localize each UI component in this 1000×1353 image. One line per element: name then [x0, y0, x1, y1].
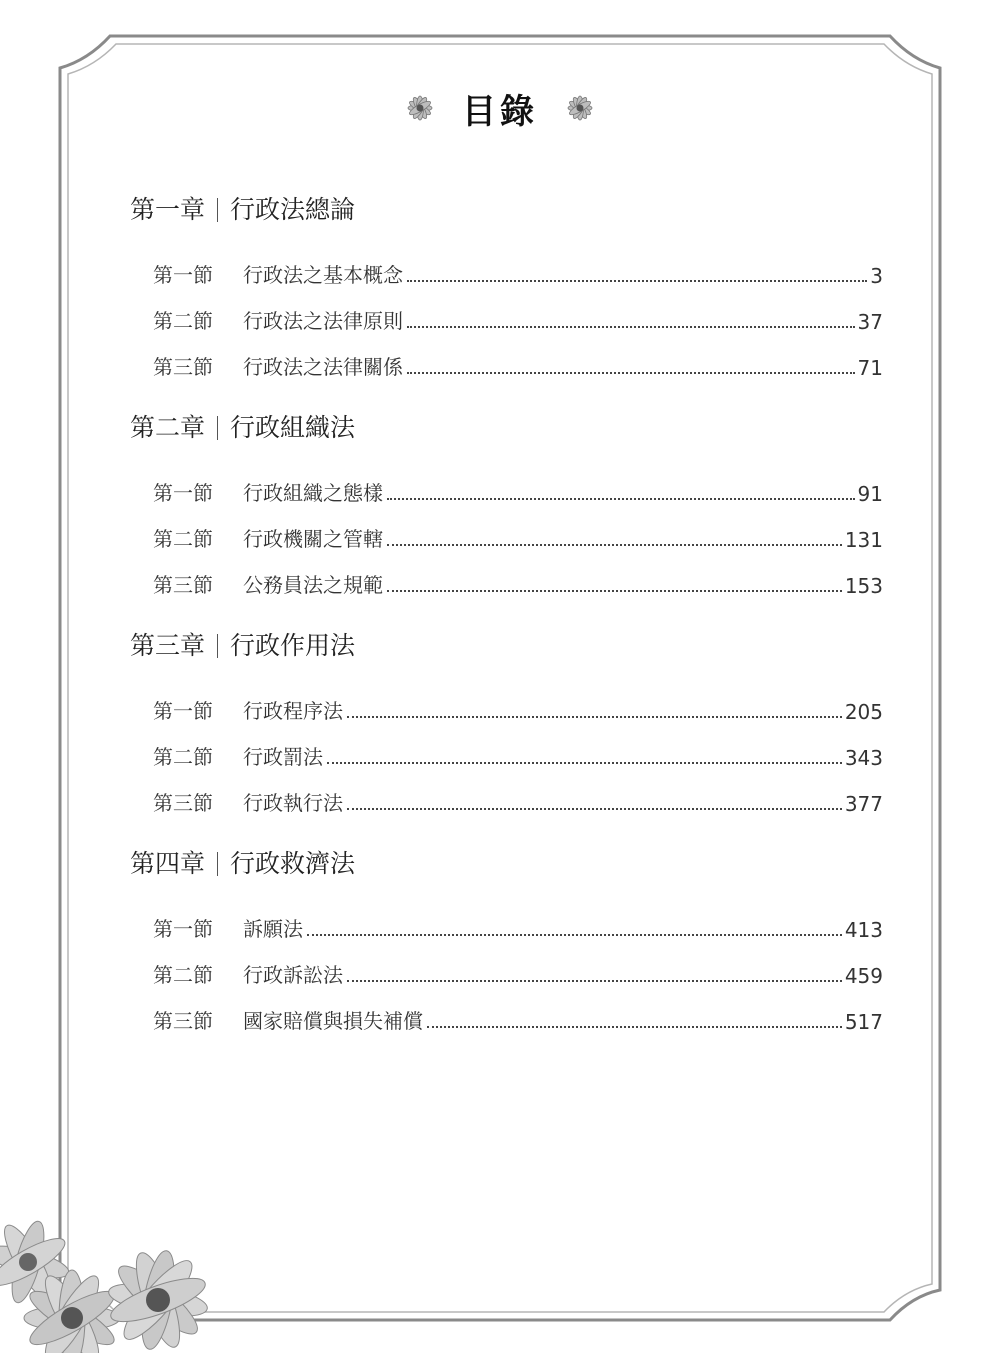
dot-leader — [327, 761, 842, 764]
toc-entry[interactable] — [130, 988, 883, 1034]
dot-leader — [407, 371, 855, 374]
page-number: 71 — [857, 356, 883, 380]
chapter-name: 行政組織法 — [230, 413, 356, 442]
chapter-heading[interactable] — [130, 844, 890, 884]
page-number: 3 — [870, 264, 883, 288]
dot-leader — [347, 807, 842, 810]
title-area — [0, 84, 1000, 132]
section-number: 第一節 — [153, 917, 213, 941]
page-number: 459 — [844, 964, 883, 988]
section-number: 第一節 — [153, 263, 213, 287]
toc-entry[interactable] — [130, 242, 883, 288]
section-title: 行政法之基本概念 — [243, 263, 403, 287]
section-number: 第三節 — [153, 791, 213, 815]
toc-entry[interactable] — [130, 724, 883, 770]
chapter-number: 第三章 — [130, 631, 206, 660]
toc-entry[interactable] — [130, 334, 883, 380]
toc-entry[interactable] — [130, 506, 883, 552]
toc-entry[interactable] — [130, 942, 883, 988]
section-number: 第二節 — [153, 963, 213, 987]
dot-leader — [427, 1025, 842, 1028]
chapter-name: 行政救濟法 — [230, 849, 356, 878]
dot-leader — [347, 979, 842, 982]
toc-entry[interactable] — [130, 288, 883, 334]
chapter-heading[interactable] — [130, 190, 890, 230]
page-number: 91 — [857, 482, 883, 506]
section-title: 行政機關之管轄 — [243, 527, 383, 551]
chapter-number: 第一章 — [130, 195, 206, 224]
dot-leader — [407, 325, 855, 328]
toc-entry[interactable] — [130, 896, 883, 942]
chapter-1 — [130, 190, 890, 380]
chapter-heading[interactable] — [130, 408, 890, 448]
section-number: 第三節 — [153, 573, 213, 597]
chapter-name: 行政法總論 — [230, 195, 356, 224]
section-title: 行政程序法 — [243, 699, 343, 723]
page-number: 413 — [844, 918, 883, 942]
section-title: 行政法之法律關係 — [243, 355, 403, 379]
toc-entry[interactable] — [130, 770, 883, 816]
chapter-number: 第四章 — [130, 849, 206, 878]
dot-leader — [387, 543, 842, 546]
page-number: 517 — [844, 1010, 883, 1034]
chapter-separator — [217, 198, 218, 222]
chapter-number: 第二章 — [130, 413, 206, 442]
section-title: 訴願法 — [243, 917, 303, 941]
section-number: 第一節 — [153, 481, 213, 505]
flower-ornament-icon — [566, 94, 594, 122]
dot-leader — [387, 497, 855, 500]
toc-entry[interactable] — [130, 460, 883, 506]
section-number: 第二節 — [153, 527, 213, 551]
flower-ornament-icon — [406, 94, 434, 122]
section-title: 行政法之法律原則 — [243, 309, 403, 333]
chapter-separator — [217, 852, 218, 876]
section-title: 行政罰法 — [243, 745, 323, 769]
page-number: 153 — [844, 574, 883, 598]
section-number: 第二節 — [153, 309, 213, 333]
toc-entry[interactable] — [130, 552, 883, 598]
section-title: 行政執行法 — [243, 791, 343, 815]
section-number: 第一節 — [153, 699, 213, 723]
dot-leader — [407, 279, 867, 282]
chapter-separator — [217, 634, 218, 658]
section-title: 國家賠償與損失補償 — [243, 1009, 423, 1033]
page-number: 377 — [844, 792, 883, 816]
section-number: 第三節 — [153, 1009, 213, 1033]
page-title: 目錄 — [462, 91, 538, 132]
section-number: 第二節 — [153, 745, 213, 769]
chapter-name: 行政作用法 — [230, 631, 356, 660]
section-title: 公務員法之規範 — [243, 573, 383, 597]
dot-leader — [307, 933, 842, 936]
chapter-heading[interactable] — [130, 626, 890, 666]
dot-leader — [387, 589, 842, 592]
chapter-2 — [130, 408, 890, 598]
chapter-3 — [130, 626, 890, 816]
page-number: 37 — [857, 310, 883, 334]
toc-entry[interactable] — [130, 678, 883, 724]
dot-leader — [347, 715, 842, 718]
section-number: 第三節 — [153, 355, 213, 379]
flower-corner-decoration — [0, 1218, 210, 1353]
page-number: 205 — [844, 700, 883, 724]
chapter-separator — [217, 416, 218, 440]
section-title: 行政訴訟法 — [243, 963, 343, 987]
page-number: 131 — [844, 528, 883, 552]
chapter-4 — [130, 844, 890, 1034]
page-number: 343 — [844, 746, 883, 770]
section-title: 行政組織之態樣 — [243, 481, 383, 505]
